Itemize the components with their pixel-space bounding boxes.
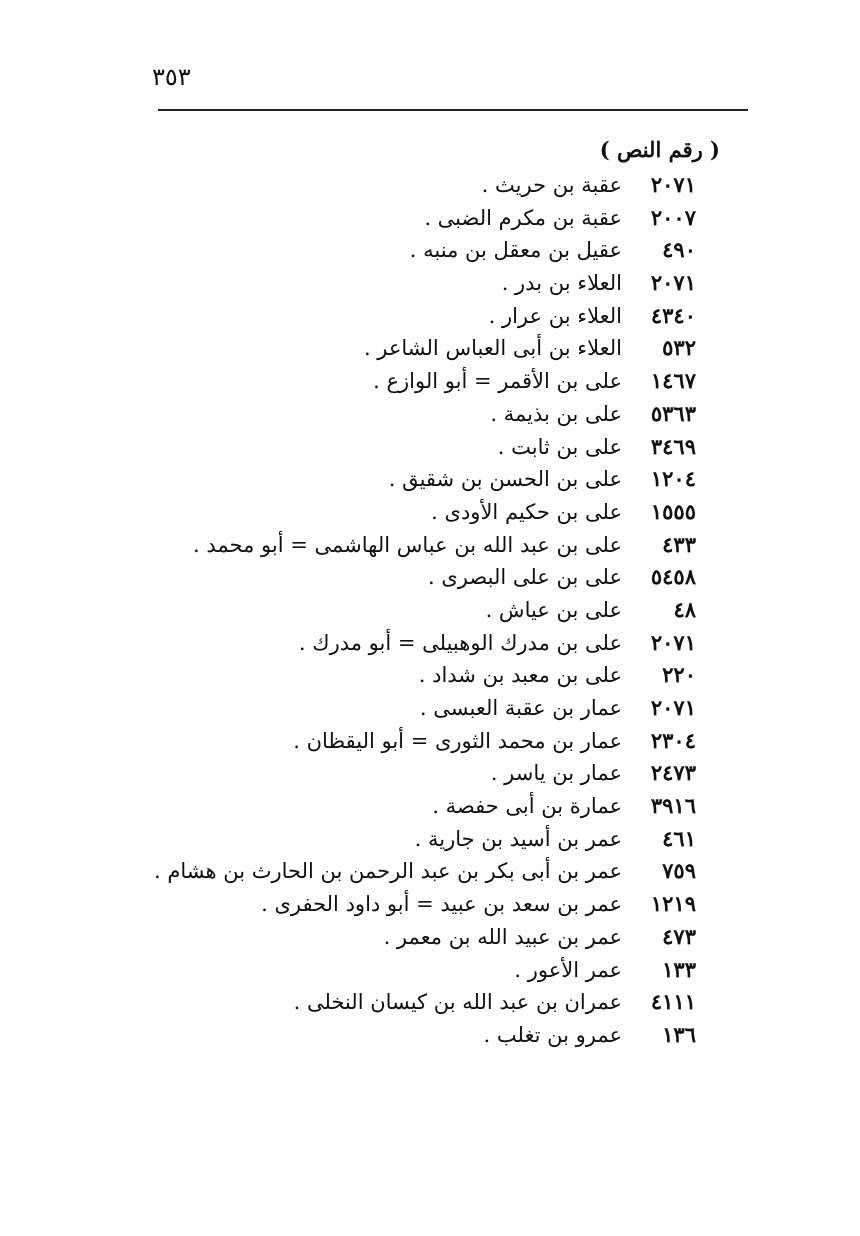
- entry-name: على بن مدرك الوهبيلى = أبو مدرك .: [298, 630, 622, 655]
- entry-name: على بن حكيم الأودى .: [431, 499, 622, 524]
- index-entry: [0, 462, 860, 495]
- index-entry: [0, 430, 860, 463]
- entry-number: ٤٨: [673, 596, 696, 622]
- entry-number: ٥٤٥٨: [650, 564, 696, 590]
- entry-number: ٢٢٠: [662, 662, 696, 688]
- index-entry: [0, 822, 860, 855]
- index-entry: [0, 953, 860, 986]
- index-entry: [0, 528, 860, 561]
- entry-number: ١٥٥٥: [650, 498, 696, 524]
- index-entry: [0, 299, 860, 332]
- index-entry: [0, 985, 860, 1018]
- header-rule: [158, 109, 748, 111]
- entry-name: العلاء بن بدر .: [501, 271, 622, 296]
- entry-number: ٤١١١: [650, 989, 696, 1015]
- index-entry: [0, 593, 860, 626]
- index-entry: [0, 266, 860, 299]
- index-entry: [0, 854, 860, 887]
- entry-number: ٥٣٢: [662, 335, 696, 361]
- entry-number: ٢٠٠٧: [650, 204, 696, 230]
- entry-number: ١٢١٩: [650, 891, 696, 917]
- entry-name: عمار بن ياسر .: [490, 761, 622, 786]
- entry-number: ٢٠٧١: [650, 270, 696, 296]
- entry-number: ٢٠٧١: [650, 172, 696, 197]
- index-entry: [0, 364, 860, 397]
- entry-number: ١٢٠٤: [650, 466, 696, 492]
- index-entry: [0, 397, 860, 430]
- entry-name: عقيل بن معقل بن منبه .: [409, 238, 622, 263]
- entry-number: ٧٥٩: [662, 858, 696, 884]
- entry-number: ١٣٦: [662, 1021, 696, 1047]
- entry-name: عمران بن عبد الله بن كيسان النخلى .: [293, 990, 622, 1015]
- entry-name: عمارة بن أبى حفصة .: [432, 794, 622, 819]
- entry-name: على بن ثابت .: [497, 434, 622, 459]
- entry-name: عمر بن أسيد بن جارية .: [414, 826, 622, 851]
- index-entry: [0, 626, 860, 659]
- entry-number: ٢٣٠٤: [650, 727, 696, 753]
- index-entry: [0, 168, 860, 201]
- entry-name: عقبة بن حريث .: [481, 173, 622, 197]
- page-number: ٣٥٣: [152, 63, 191, 91]
- entry-number: ١٤٦٧: [650, 368, 696, 394]
- index-entry: [0, 789, 860, 822]
- entry-name: عمر الأعور .: [514, 957, 622, 982]
- entry-number: ٤٦١: [662, 825, 696, 851]
- entry-name: على بن على البصرى .: [428, 565, 622, 590]
- entry-name: على بن عياش .: [485, 597, 622, 622]
- index-entry: [0, 920, 860, 953]
- index-entry: [0, 756, 860, 789]
- entry-name: عقبة بن مكرم الضبى .: [424, 205, 622, 230]
- index-entry: [0, 887, 860, 920]
- entry-number: ٤٣٤٠: [650, 302, 696, 328]
- index-entry: [0, 560, 860, 593]
- entry-name: عمر بن سعد بن عبيد = أبو داود الحفرى .: [261, 892, 622, 917]
- index-entry: [0, 691, 860, 724]
- entry-number: ٤٧٣: [662, 923, 696, 949]
- entry-number: ٣٤٦٩: [650, 433, 696, 459]
- entry-number: ٤٩٠: [662, 237, 696, 263]
- entry-number: ٢٤٧٣: [650, 760, 696, 786]
- index-entry: [0, 1018, 860, 1051]
- entry-name: العلاء بن عرار .: [488, 303, 622, 328]
- entry-name: على بن الأقمر = أبو الوازع .: [373, 369, 622, 394]
- entry-name: عمار بن محمد الثورى = أبو اليقظان .: [293, 728, 622, 753]
- entry-name: عمر بن أبى بكر بن عبد الرحمن بن الحارث بن هشام .: [153, 859, 622, 884]
- column-header: ( رقم النص ): [599, 137, 720, 162]
- entry-number: ٣٩١٦: [650, 793, 696, 819]
- entry-number: ١٣٣: [662, 956, 696, 982]
- entry-number: ٢٠٧١: [650, 629, 696, 655]
- entry-name: على بن بذيمة .: [490, 401, 622, 426]
- index-entry: [0, 495, 860, 528]
- index-entry: [0, 331, 860, 364]
- index-entries: [0, 168, 860, 1051]
- entry-number: ٤٣٣: [662, 531, 696, 557]
- index-entry: [0, 201, 860, 234]
- entry-name: عمر بن عبيد الله بن معمر .: [383, 924, 622, 949]
- entry-name: على بن عبد الله بن عباس الهاشمى = أبو محمد .: [193, 532, 622, 557]
- entry-name: عمرو بن تغلب .: [483, 1022, 622, 1047]
- entry-number: ٢٠٧١: [650, 695, 696, 720]
- index-entry: [0, 658, 860, 691]
- entry-number: ٥٣٦٣: [650, 400, 696, 426]
- entry-name: على بن معبد بن شداد .: [418, 663, 622, 688]
- index-entry: [0, 233, 860, 266]
- entry-name: العلاء بن أبى العباس الشاعر .: [363, 336, 622, 361]
- entry-name: على بن الحسن بن شقيق .: [388, 467, 622, 492]
- entry-name: عمار بن عقبة العبسى .: [419, 696, 622, 720]
- index-entry: [0, 724, 860, 757]
